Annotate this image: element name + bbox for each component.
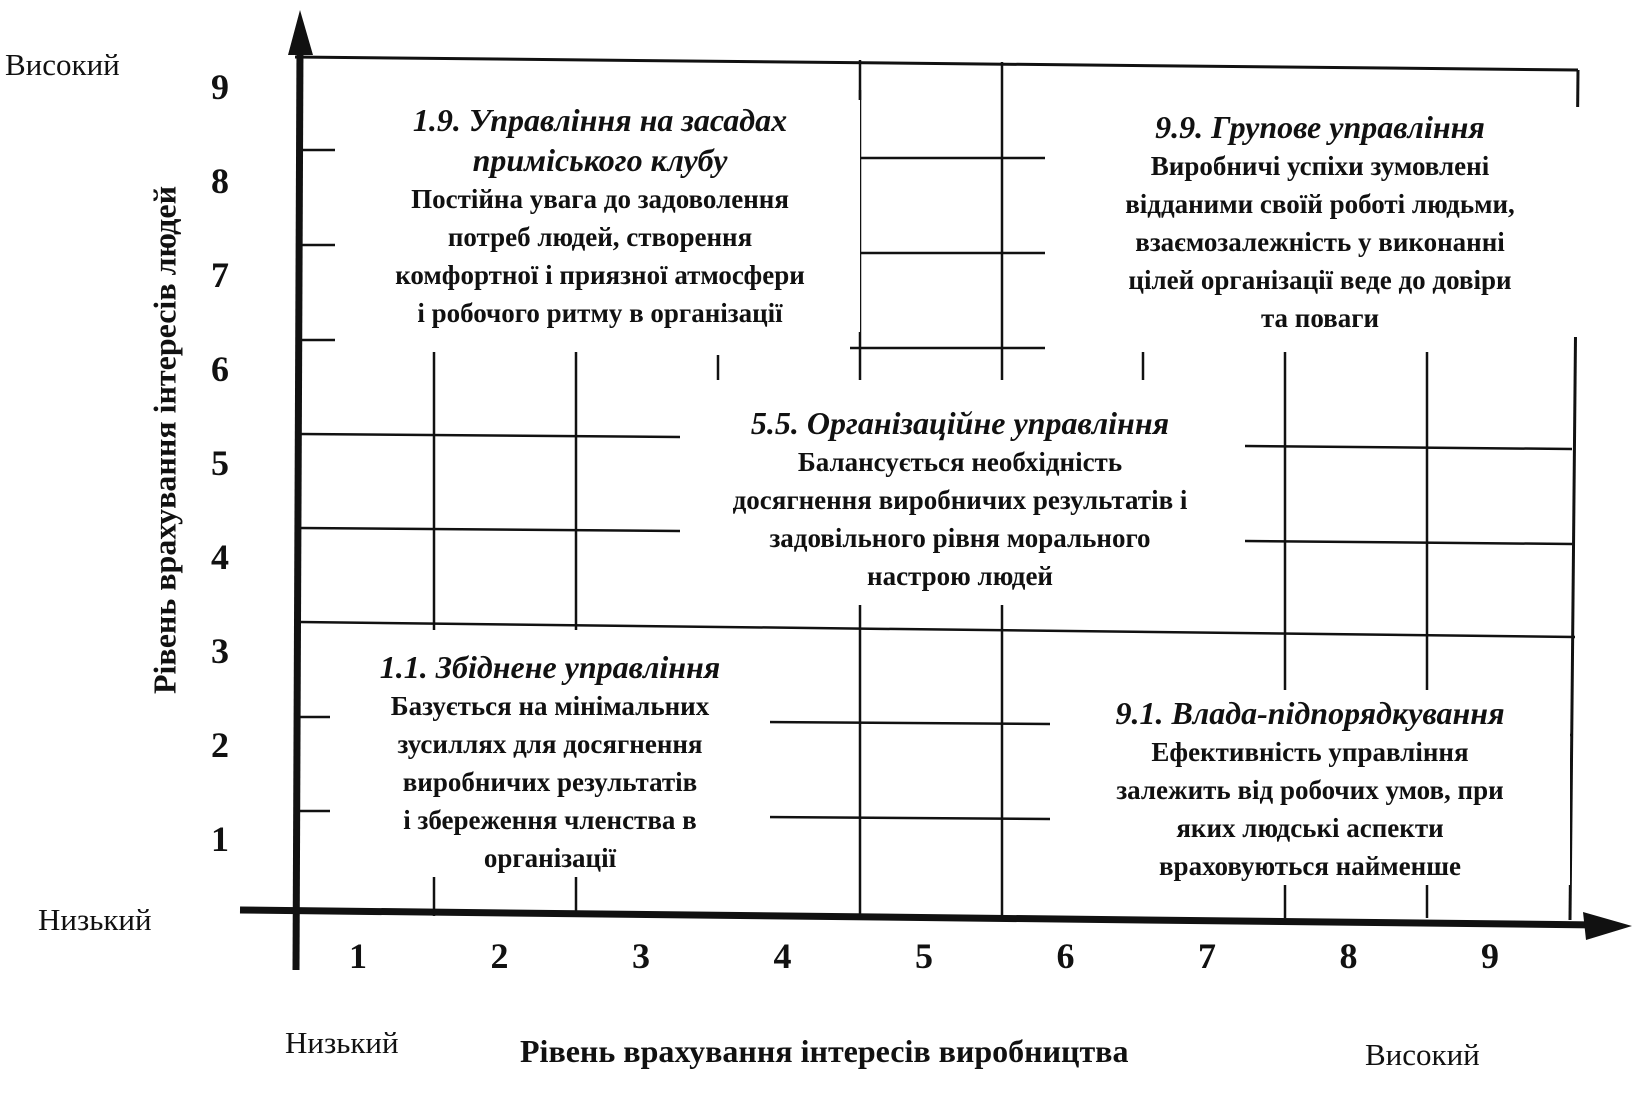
block-impoverished-management bbox=[330, 647, 770, 877]
block-text: взаємозалежність у виконанні bbox=[1135, 227, 1505, 257]
block-text: потреб людей, створення bbox=[447, 222, 753, 252]
block-text: і збереження членства в bbox=[403, 805, 697, 835]
y-axis-low-label: Низький bbox=[38, 902, 152, 937]
x-axis bbox=[240, 910, 1600, 925]
block-text: цілей організації веде до довіри bbox=[1128, 265, 1512, 295]
grid-line bbox=[1245, 541, 1572, 544]
y-axis-high-label: Високий bbox=[5, 47, 120, 82]
grid-line bbox=[760, 722, 1050, 724]
y-axis bbox=[296, 45, 300, 970]
block-text: виробничих результатів bbox=[402, 767, 698, 797]
block-text: Виробничі успіхи зумовлені bbox=[1150, 151, 1490, 181]
block-text: досягнення виробничих результатів і bbox=[732, 485, 1188, 515]
block-text: настрою людей bbox=[867, 561, 1053, 591]
block-heading: приміського клубу bbox=[472, 142, 728, 178]
block-heading: 5.5. Організаційне управління bbox=[750, 405, 1170, 441]
y-axis-title: Рівень врахування інтересів людей bbox=[146, 185, 183, 695]
y-tick-label: 1 bbox=[211, 819, 229, 859]
block-heading: 9.9. Групове управління bbox=[1155, 109, 1485, 145]
y-tick-label: 3 bbox=[211, 631, 229, 671]
x-tick-label: 1 bbox=[349, 936, 367, 976]
block-text: відданими своїй роботі людьми, bbox=[1125, 189, 1515, 219]
block-text: організації bbox=[483, 843, 617, 873]
y-axis-arrow-icon bbox=[288, 10, 313, 55]
x-tick-label: 7 bbox=[1198, 936, 1216, 976]
y-tick-label: 6 bbox=[211, 349, 229, 389]
x-tick-label: 3 bbox=[632, 936, 650, 976]
y-tick-label: 5 bbox=[211, 443, 229, 483]
x-axis-title: Рівень врахування інтересів виробництва bbox=[520, 1033, 1129, 1069]
block-team-management bbox=[1060, 107, 1580, 337]
y-tick-label: 8 bbox=[211, 161, 229, 201]
x-tick-label: 6 bbox=[1056, 936, 1075, 976]
block-authority-compliance bbox=[1050, 693, 1570, 885]
grid-line bbox=[760, 817, 1050, 819]
block-organization-management bbox=[680, 403, 1240, 595]
block-heading: 1.9. Управління на засадах bbox=[412, 102, 788, 138]
block-heading: 1.1. Збіднене управління bbox=[379, 649, 721, 685]
block-text: яких людські аспекти bbox=[1176, 813, 1444, 843]
block-text: Ефективність управління bbox=[1151, 737, 1469, 767]
block-text: та поваги bbox=[1260, 303, 1380, 333]
block-text: Постійна увага до задоволення bbox=[411, 184, 789, 214]
x-tick-label: 2 bbox=[490, 936, 509, 976]
y-tick-label: 4 bbox=[211, 537, 229, 577]
y-tick-label: 7 bbox=[211, 255, 229, 295]
grid-line bbox=[300, 622, 1575, 637]
grid-line bbox=[300, 434, 680, 437]
x-tick-label: 8 bbox=[1339, 936, 1358, 976]
block-text: комфортної і приязної атмосфери bbox=[395, 260, 805, 290]
block-text: зусиллях для досягнення bbox=[397, 729, 703, 759]
x-axis-arrow-icon bbox=[1583, 912, 1632, 940]
block-heading: 9.1. Влада-підпорядкування bbox=[1115, 695, 1505, 731]
block-text: залежить від робочих умов, при bbox=[1116, 775, 1504, 805]
block-text: Базується на мінімальних bbox=[390, 691, 710, 721]
x-axis-high-label: Високий bbox=[1365, 1037, 1480, 1072]
x-tick-label: 5 bbox=[915, 936, 933, 976]
grid-line bbox=[1245, 446, 1572, 449]
y-tick-label: 9 bbox=[211, 67, 229, 107]
y-tick-label: 2 bbox=[211, 725, 229, 765]
x-axis-low-label: Низький bbox=[285, 1025, 399, 1060]
x-tick-label: 4 bbox=[773, 936, 792, 976]
block-text: і робочого ритму в організації bbox=[417, 298, 783, 328]
block-text: задовільного рівня морального bbox=[769, 523, 1151, 553]
grid-line bbox=[300, 528, 680, 531]
block-text: Балансується необхідність bbox=[797, 447, 1123, 477]
block-text: враховуються найменше bbox=[1158, 851, 1462, 881]
block-country-club bbox=[340, 100, 860, 332]
x-tick-label: 9 bbox=[1481, 936, 1499, 976]
